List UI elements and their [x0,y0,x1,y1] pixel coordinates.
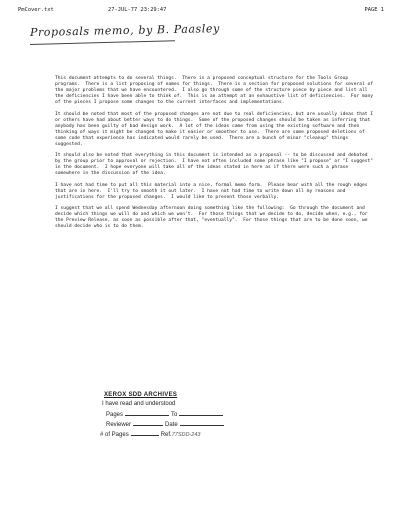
print-header [18,5,384,15]
memo-body [55,76,375,236]
paragraph-proposal-note: It should also be noted that everything in this document is intended as a proposal -- to be discussed and debated by the group prior to approval or rejection. I have not often included some phrase like "I propose" or "I suggest" in the document. I hope everyone will take all of the ideas stated in here as if there were such a phrase somewhere in the discussion of the idea. [55,153,376,176]
stamp-to-label: To [171,412,178,418]
stamp-to-line [179,409,223,416]
stamp-pages-line [125,409,169,416]
stamp-date-line [180,419,224,426]
stamp-ref-label: Ref. [160,432,172,438]
stamp-ref-value: 77SDD-243 [171,432,201,438]
stamp-title: XEROX SDD ARCHIVES [104,392,178,398]
handwritten-title: Proposals memo, by B. Paasley [29,22,221,39]
stamp-row-num-pages [100,429,266,439]
stamp-row-reviewer [106,419,266,429]
paragraph-rough-edges: I have not had time to put all this material into a nice, formal memo form. Please bear with all the rough edges that are in here. I'll try to smooth it out later. I have not had time to write down all my reasons and justifications for the proposed changes. I would like to present those verbally. [55,182,371,200]
stamp-reviewer-label: Reviewer [106,422,132,428]
stamp-date-label: Date [165,422,178,428]
header-page-number: PAGE 1 [364,7,384,13]
paragraph-suggestion: I suggest that we all spend Wednesday afternoon doing something like the following: Go through the document and decide which things we will do and which we won't. For those things that we decide to do, decide when, e.g., for the Preview Release, as soon as possible after that, "eventually". For those things that are to be done soon, we should decide who is to do them. [55,206,371,229]
stamp-row-pages [106,409,266,419]
title-underline [30,40,175,45]
stamp-num-pages-label: # of Pages [100,432,129,438]
archives-stamp [96,391,266,439]
paragraph-deficiencies: It should be noted that most of the proposed changes are not due to real deficiencies, but are usually ideas that I or others have had about better ways to do things. Some of the proposed changes should be taken as inferring that anybody has been guilty of bad design work. A lot of the ideas came from using the existing software and then thinking of ways it might be changed to make it easier or smoother to use. There are some proposed deletions of some code that experience has indicated would rarely be used. There are a bunch of minor "cleanup" things suggested. [55,111,376,147]
paragraph-intro: This document attempts to do several things. There is a proposed conceptual structure for the Tools Group programs. There is a list proposing of names for things. There is a section for proposed solutions for several of the major problems that we have encountered. I also go through some of the structure piece by piece and list all the deficiencies I have been able to think of. This is an attempt at an exhaustive list of deficiencies. For many of the pieces I propose some changes to the current interfaces and implementations. [55,76,376,105]
stamp-reviewer-line [133,419,163,426]
stamp-subtitle: I have read and understood [102,401,176,407]
stamp-num-pages-line [131,429,159,436]
header-datetime: 27-JUL-77 23:29:47 [108,7,167,13]
header-filename: PmCover.txt [18,7,54,13]
stamp-pages-label: Pages [106,412,124,418]
